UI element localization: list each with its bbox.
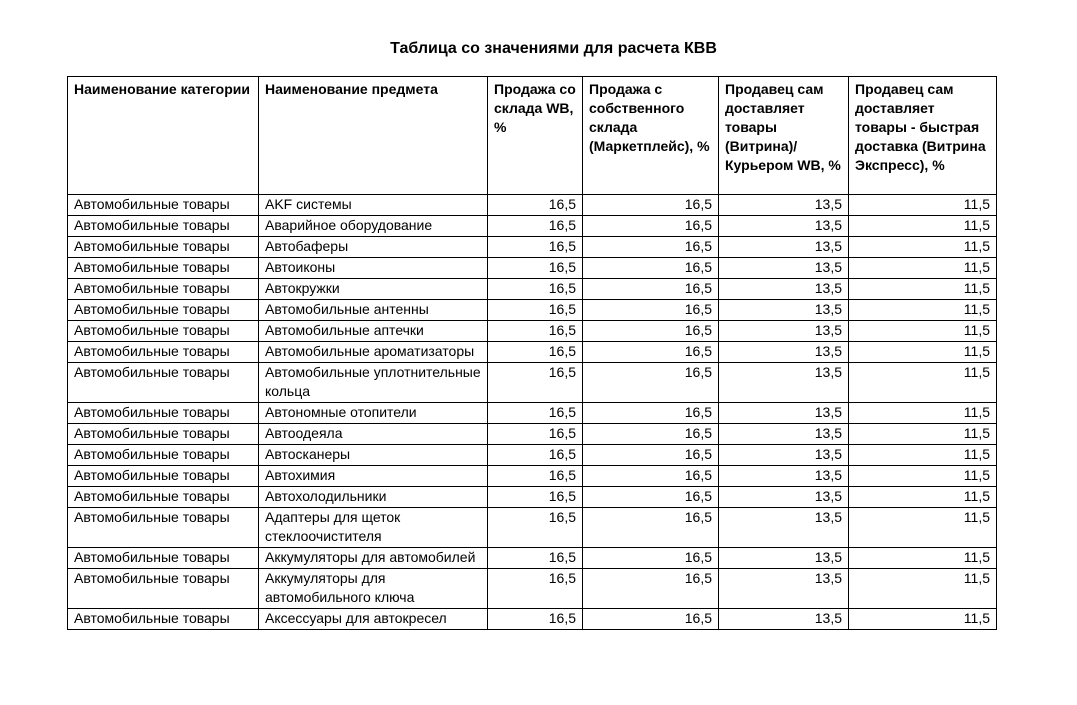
cell-item: Автономные отопители <box>259 403 488 424</box>
cell-category: Автомобильные товары <box>68 300 259 321</box>
cell-wb-warehouse: 16,5 <box>488 445 583 466</box>
cell-express: 11,5 <box>849 424 997 445</box>
cell-showcase: 13,5 <box>719 424 849 445</box>
cell-wb-warehouse: 16,5 <box>488 466 583 487</box>
cell-wb-warehouse: 16,5 <box>488 403 583 424</box>
cell-showcase: 13,5 <box>719 487 849 508</box>
table-row <box>68 300 997 321</box>
cell-showcase: 13,5 <box>719 321 849 342</box>
table-row <box>68 403 997 424</box>
cell-marketplace: 16,5 <box>583 363 719 403</box>
cell-express: 11,5 <box>849 300 997 321</box>
cell-category: Автомобильные товары <box>68 216 259 237</box>
cell-express: 11,5 <box>849 445 997 466</box>
cell-express: 11,5 <box>849 363 997 403</box>
cell-showcase: 13,5 <box>719 445 849 466</box>
cell-wb-warehouse: 16,5 <box>488 195 583 216</box>
page-title: Таблица со значениями для расчета КВВ <box>390 40 717 57</box>
cell-showcase: 13,5 <box>719 195 849 216</box>
cell-express: 11,5 <box>849 321 997 342</box>
cell-wb-warehouse: 16,5 <box>488 216 583 237</box>
cell-express: 11,5 <box>849 258 997 279</box>
cell-category: Автомобильные товары <box>68 487 259 508</box>
cell-marketplace: 16,5 <box>583 508 719 548</box>
table-row <box>68 424 997 445</box>
cell-marketplace: 16,5 <box>583 342 719 363</box>
cell-category: Автомобильные товары <box>68 466 259 487</box>
column-header-showcase: Продавец сам доставляет товары (Витрина)/ Курьером WB, % <box>719 77 849 195</box>
cell-express: 11,5 <box>849 237 997 258</box>
cell-express: 11,5 <box>849 279 997 300</box>
cell-express: 11,5 <box>849 569 997 609</box>
cell-category: Автомобильные товары <box>68 569 259 609</box>
cell-wb-warehouse: 16,5 <box>488 258 583 279</box>
table-row <box>68 445 997 466</box>
cell-item: Автохимия <box>259 466 488 487</box>
table-header <box>68 77 997 195</box>
cell-showcase: 13,5 <box>719 508 849 548</box>
cell-marketplace: 16,5 <box>583 548 719 569</box>
table-row <box>68 195 997 216</box>
cell-wb-warehouse: 16,5 <box>488 342 583 363</box>
header-row <box>68 77 997 195</box>
table-row <box>68 237 997 258</box>
cell-showcase: 13,5 <box>719 569 849 609</box>
cell-item: Автохолодильники <box>259 487 488 508</box>
cell-category: Автомобильные товары <box>68 279 259 300</box>
cell-wb-warehouse: 16,5 <box>488 569 583 609</box>
cell-wb-warehouse: 16,5 <box>488 548 583 569</box>
column-header-wb-warehouse: Продажа со склада WB, % <box>488 77 583 195</box>
cell-marketplace: 16,5 <box>583 237 719 258</box>
cell-category: Автомобильные товары <box>68 195 259 216</box>
cell-item: Аксессуары для автокресел <box>259 609 488 630</box>
cell-express: 11,5 <box>849 487 997 508</box>
cell-showcase: 13,5 <box>719 279 849 300</box>
cell-item: Автомобильные ароматизаторы <box>259 342 488 363</box>
cell-wb-warehouse: 16,5 <box>488 237 583 258</box>
cell-marketplace: 16,5 <box>583 258 719 279</box>
table-row <box>68 363 997 403</box>
cell-marketplace: 16,5 <box>583 609 719 630</box>
cell-wb-warehouse: 16,5 <box>488 363 583 403</box>
cell-showcase: 13,5 <box>719 258 849 279</box>
cell-item: Аккумуляторы для автомобильного ключа <box>259 569 488 609</box>
cell-showcase: 13,5 <box>719 363 849 403</box>
cell-category: Автомобильные товары <box>68 321 259 342</box>
cell-express: 11,5 <box>849 403 997 424</box>
cell-item: Аккумуляторы для автомобилей <box>259 548 488 569</box>
column-header-express: Продавец сам доставляет товары - быстрая доставка (Витрина Экспресс), % <box>849 77 997 195</box>
cell-item: AKF системы <box>259 195 488 216</box>
cell-wb-warehouse: 16,5 <box>488 279 583 300</box>
cell-marketplace: 16,5 <box>583 445 719 466</box>
cell-item: Автобаферы <box>259 237 488 258</box>
cell-category: Автомобильные товары <box>68 424 259 445</box>
table-row <box>68 466 997 487</box>
cell-showcase: 13,5 <box>719 548 849 569</box>
table-row <box>68 342 997 363</box>
cell-category: Автомобильные товары <box>68 445 259 466</box>
table-row <box>68 508 997 548</box>
cell-category: Автомобильные товары <box>68 258 259 279</box>
table-row <box>68 487 997 508</box>
cell-item: Автомобильные антенны <box>259 300 488 321</box>
cell-marketplace: 16,5 <box>583 216 719 237</box>
cell-item: Автоодеяла <box>259 424 488 445</box>
cell-express: 11,5 <box>849 609 997 630</box>
cell-category: Автомобильные товары <box>68 363 259 403</box>
cell-showcase: 13,5 <box>719 342 849 363</box>
cell-wb-warehouse: 16,5 <box>488 508 583 548</box>
cell-showcase: 13,5 <box>719 609 849 630</box>
table-row <box>68 569 997 609</box>
column-header-category: Наименование категории <box>68 77 259 195</box>
cell-showcase: 13,5 <box>719 466 849 487</box>
cell-express: 11,5 <box>849 195 997 216</box>
cell-showcase: 13,5 <box>719 300 849 321</box>
cell-wb-warehouse: 16,5 <box>488 609 583 630</box>
cell-item: Автоиконы <box>259 258 488 279</box>
cell-wb-warehouse: 16,5 <box>488 321 583 342</box>
cell-marketplace: 16,5 <box>583 487 719 508</box>
cell-item: Автомобильные уплотнительные кольца <box>259 363 488 403</box>
cell-item: Аварийное оборудование <box>259 216 488 237</box>
kvv-table <box>67 76 997 630</box>
table-row <box>68 321 997 342</box>
cell-showcase: 13,5 <box>719 237 849 258</box>
cell-express: 11,5 <box>849 548 997 569</box>
column-header-marketplace: Продажа с собственного склада (Маркетплейс), % <box>583 77 719 195</box>
cell-express: 11,5 <box>849 466 997 487</box>
cell-marketplace: 16,5 <box>583 403 719 424</box>
cell-marketplace: 16,5 <box>583 321 719 342</box>
cell-item: Автокружки <box>259 279 488 300</box>
cell-express: 11,5 <box>849 508 997 548</box>
table-row <box>68 258 997 279</box>
cell-wb-warehouse: 16,5 <box>488 424 583 445</box>
cell-marketplace: 16,5 <box>583 279 719 300</box>
cell-wb-warehouse: 16,5 <box>488 300 583 321</box>
cell-item: Автомобильные аптечки <box>259 321 488 342</box>
cell-express: 11,5 <box>849 342 997 363</box>
cell-category: Автомобильные товары <box>68 237 259 258</box>
column-header-item: Наименование предмета <box>259 77 488 195</box>
cell-express: 11,5 <box>849 216 997 237</box>
cell-category: Автомобильные товары <box>68 508 259 548</box>
cell-category: Автомобильные товары <box>68 548 259 569</box>
cell-marketplace: 16,5 <box>583 300 719 321</box>
cell-item: Автосканеры <box>259 445 488 466</box>
cell-marketplace: 16,5 <box>583 569 719 609</box>
table-body <box>68 195 997 630</box>
table-row <box>68 279 997 300</box>
cell-showcase: 13,5 <box>719 403 849 424</box>
cell-marketplace: 16,5 <box>583 424 719 445</box>
cell-category: Автомобильные товары <box>68 342 259 363</box>
cell-marketplace: 16,5 <box>583 466 719 487</box>
cell-item: Адаптеры для щеток стеклоочистителя <box>259 508 488 548</box>
cell-wb-warehouse: 16,5 <box>488 487 583 508</box>
table-row <box>68 216 997 237</box>
table-row <box>68 548 997 569</box>
cell-showcase: 13,5 <box>719 216 849 237</box>
table-row <box>68 609 997 630</box>
cell-category: Автомобильные товары <box>68 609 259 630</box>
cell-marketplace: 16,5 <box>583 195 719 216</box>
cell-category: Автомобильные товары <box>68 403 259 424</box>
